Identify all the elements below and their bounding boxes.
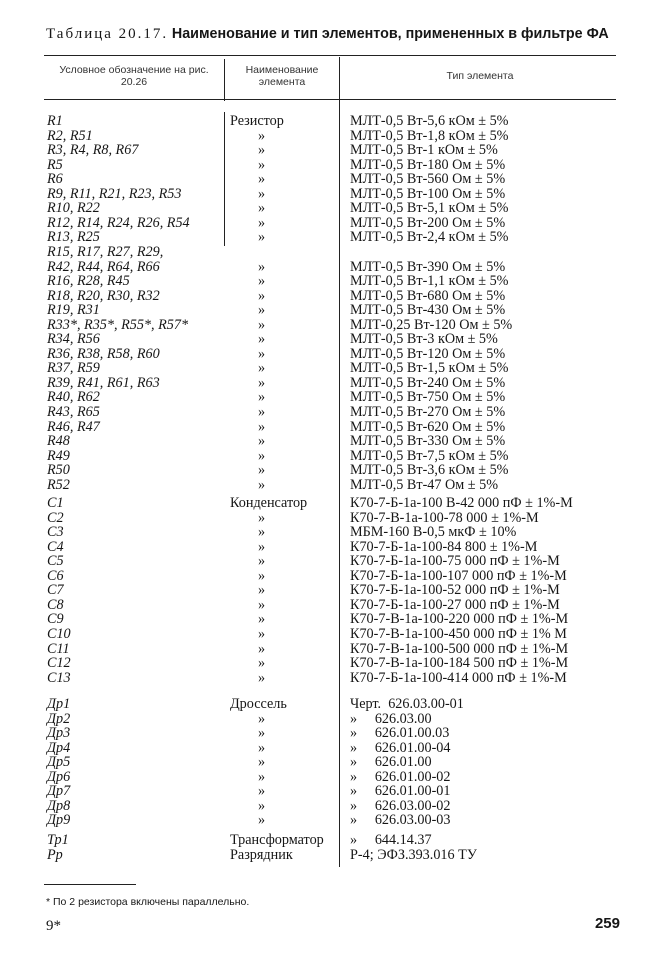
element-name-cell: » (258, 768, 266, 785)
designation-cell: R19, R31 (47, 302, 100, 319)
element-name-cell: Резистор (230, 113, 284, 129)
element-type-cell: МЛТ-0,5 Вт-120 Ом ± 5% (350, 345, 506, 362)
header-divider-1 (224, 59, 225, 101)
designation-cell: C11 (47, 640, 70, 657)
element-type-cell: МЛТ-0,5 Вт-1 кОм ± 5% (350, 142, 498, 159)
element-type-cell: К70-7-В-1а-100-184 500 пФ ± 1%-М (350, 655, 569, 672)
element-name-cell: » (258, 185, 266, 202)
element-type-cell: МЛТ-0,5 Вт-1,8 кОм ± 5% (350, 127, 509, 144)
element-type-cell: К70-7-В-1а-100-220 000 пФ ± 1%-М (350, 611, 569, 628)
element-name-cell: » (258, 476, 266, 493)
designation-cell: R34, R56 (47, 331, 100, 348)
element-name-cell: » (258, 433, 266, 450)
designation-cell: C6 (47, 567, 64, 584)
footnote-rule (44, 884, 136, 885)
page-number: 259 (594, 915, 620, 932)
element-name-cell: Трансформатор (230, 832, 324, 848)
element-name-cell: » (258, 538, 266, 555)
designation-cell: R16, R28, R45 (47, 273, 130, 290)
element-type-cell: » 626.01.00-02 (350, 768, 451, 785)
designation-cell: R15, R17, R27, R29, (47, 243, 164, 260)
element-name-cell: » (258, 509, 266, 526)
element-type-cell: МЛТ-0,5 Вт-1,5 кОм ± 5% (350, 360, 509, 377)
designation-cell: C13 (47, 669, 71, 686)
element-type-cell: МЛТ-0,5 Вт-240 Ом ± 5% (350, 374, 506, 391)
column-divider-2 (339, 57, 340, 867)
element-type-cell: » 626.01.00.03 (350, 725, 450, 742)
element-type-cell: МЛТ-0,5 Вт-3 кОм ± 5% (350, 331, 498, 348)
element-name-cell: » (258, 640, 266, 657)
designation-cell: Др9 (47, 812, 71, 829)
element-name-cell: » (258, 229, 266, 246)
signature-mark: 9* (46, 918, 61, 934)
element-name-cell: » (258, 447, 266, 464)
element-name-cell: » (258, 200, 266, 217)
element-type-cell: » 626.01.00-04 (350, 739, 451, 756)
element-type-cell: К70-7-В-1а-100-450 000 пФ ± 1% М (350, 625, 567, 642)
element-name-cell: » (258, 258, 266, 275)
designation-cell: R37, R59 (47, 360, 100, 377)
element-type-cell: К70-7-В-1а-100-78 000 ± 1%-М (350, 509, 539, 526)
designation-cell: R3, R4, R8, R67 (47, 142, 139, 159)
element-type-cell: » 626.03.00 (350, 710, 432, 727)
designation-cell: R13, R25 (47, 229, 100, 246)
designation-cell: Др1 (47, 696, 71, 712)
designation-cell: C2 (47, 509, 64, 526)
table-title (46, 26, 609, 43)
element-type-cell: МЛТ-0,5 Вт-100 Ом ± 5% (350, 185, 506, 202)
designation-cell: R48 (47, 433, 70, 450)
designation-cell: C9 (47, 611, 64, 628)
element-type-cell: К70-7-Б-1а-100 В-42 000 пФ ± 1%-М (350, 495, 573, 511)
designation-cell: R10, R22 (47, 200, 100, 217)
element-type-cell: К70-7-Б-1а-100-27 000 пФ ± 1%-М (350, 596, 560, 613)
designation-cell: Др5 (47, 754, 71, 771)
element-type-cell: МЛТ-0,5 Вт-180 Ом ± 5% (350, 156, 506, 173)
element-name-cell: » (258, 462, 266, 479)
element-name-cell: » (258, 797, 266, 814)
element-name-cell: » (258, 739, 266, 756)
element-name-cell: » (258, 611, 266, 628)
footnote: * По 2 резистора включены параллельно. (46, 896, 250, 908)
element-type-cell: МЛТ-0,5 Вт-430 Ом ± 5% (350, 302, 506, 319)
element-type-cell: МЛТ-0,5 Вт-2,4 кОм ± 5% (350, 229, 509, 246)
element-name-cell: » (258, 655, 266, 672)
element-name-cell: » (258, 156, 266, 173)
element-type-cell: Черт. 626.03.00-01 (350, 696, 464, 712)
designation-cell: Тр1 (47, 832, 69, 848)
element-type-cell: » 626.03.00-02 (350, 797, 451, 814)
element-name-cell: » (258, 812, 266, 829)
designation-cell: R40, R62 (47, 389, 100, 406)
designation-cell: C3 (47, 524, 64, 541)
designation-cell: Др7 (47, 783, 71, 800)
element-type-cell: МБМ-160 В-0,5 мкФ ± 10% (350, 524, 517, 541)
element-type-cell: МЛТ-0,5 Вт-47 Ом ± 5% (350, 476, 499, 493)
element-type-cell: МЛТ-0,5 Вт-560 Ом ± 5% (350, 171, 506, 188)
element-type-cell: МЛТ-0,5 Вт-390 Ом ± 5% (350, 258, 506, 275)
header-top-rule (44, 55, 616, 56)
element-type-cell: К70-7-Б-1а-100-107 000 пФ ± 1%-М (350, 567, 567, 584)
element-type-cell: К70-7-Б-1а-100-84 800 ± 1%-М (350, 538, 538, 555)
designation-cell: R12, R14, R24, R26, R54 (47, 214, 190, 231)
element-name-cell: » (258, 596, 266, 613)
element-name-cell: Дроссель (230, 696, 287, 712)
designation-cell: C1 (47, 495, 64, 511)
designation-cell: Др2 (47, 710, 71, 727)
element-name-cell: » (258, 302, 266, 319)
element-name-cell: Разрядник (230, 847, 293, 863)
element-name-cell: » (258, 553, 266, 570)
designation-cell: R36, R38, R58, R60 (47, 345, 160, 362)
designation-cell: R2, R51 (47, 127, 93, 144)
element-name-cell: » (258, 725, 266, 742)
element-name-cell: » (258, 625, 266, 642)
element-name-cell: » (258, 754, 266, 771)
element-type-cell: К70-7-Б-1а-100-52 000 пФ ± 1%-М (350, 582, 560, 599)
element-type-cell: К70-7-Б-1а-100-75 000 пФ ± 1%-М (350, 553, 560, 570)
element-name-cell: » (258, 171, 266, 188)
designation-cell: C7 (47, 582, 64, 599)
element-type-cell: МЛТ-0,5 Вт-7,5 кОм ± 5% (350, 447, 509, 464)
designation-cell: R5 (47, 156, 63, 173)
element-type-cell: МЛТ-0,5 Вт-620 Ом ± 5% (350, 418, 506, 435)
element-name-cell: » (258, 567, 266, 584)
designation-cell: R33*, R35*, R55*, R57* (47, 316, 189, 333)
element-type-cell: К70-7-Б-1а-100-414 000 пФ ± 1%-М (350, 669, 567, 686)
designation-cell: R18, R20, R30, R32 (47, 287, 160, 304)
header-element-name: Наименование элемента (245, 64, 319, 88)
designation-cell: C12 (47, 655, 71, 672)
element-name-cell: » (258, 287, 266, 304)
element-type-cell: МЛТ-0,5 Вт-680 Ом ± 5% (350, 287, 506, 304)
element-name-cell: » (258, 669, 266, 686)
element-name-cell: » (258, 316, 266, 333)
element-name-cell: » (258, 142, 266, 159)
column-divider-1 (224, 112, 225, 246)
element-type-cell: Р-4; ЭФЗ.393.016 ТУ (350, 847, 477, 863)
designation-cell: R52 (47, 476, 70, 493)
table-number: Таблица 20.17. (46, 26, 169, 42)
element-name-cell: » (258, 214, 266, 231)
element-type-cell: МЛТ-0,5 Вт-270 Ом ± 5% (350, 404, 506, 420)
element-name-cell: » (258, 404, 266, 420)
designation-cell: C8 (47, 596, 64, 613)
element-type-cell: » 644.14.37 (350, 832, 432, 848)
element-type-cell: МЛТ-0,5 Вт-1,1 кОм ± 5% (350, 273, 509, 290)
designation-cell: R9, R11, R21, R23, R53 (47, 185, 182, 202)
designation-cell: Др6 (47, 768, 71, 785)
designation-cell: C4 (47, 538, 64, 555)
element-name-cell: » (258, 374, 266, 391)
element-type-cell: МЛТ-0,5 Вт-5,6 кОм ± 5% (350, 113, 509, 129)
designation-cell: Др4 (47, 739, 71, 756)
element-type-cell: МЛТ-0,5 Вт-330 Ом ± 5% (350, 433, 506, 450)
element-name-cell: » (258, 524, 266, 541)
designation-cell: R46, R47 (47, 418, 100, 435)
element-type-cell: К70-7-В-1а-100-500 000 пФ ± 1%-М (350, 640, 569, 657)
element-type-cell: МЛТ-0,5 Вт-750 Ом ± 5% (350, 389, 506, 406)
element-name-cell: » (258, 418, 266, 435)
element-name-cell: » (258, 127, 266, 144)
element-name-cell: » (258, 389, 266, 406)
header-designation: Условное обозначение на рис. 20.26 (59, 64, 209, 88)
designation-cell: Др3 (47, 725, 71, 742)
header-element-type: Тип элемента (446, 70, 514, 82)
element-name-cell: » (258, 783, 266, 800)
designation-cell: R39, R41, R61, R63 (47, 374, 160, 391)
designation-cell: R6 (47, 171, 63, 188)
element-name-cell: » (258, 331, 266, 348)
designation-cell: R42, R44, R64, R66 (47, 258, 160, 275)
element-type-cell: МЛТ-0,25 Вт-120 Ом ± 5% (350, 316, 513, 333)
designation-cell: R1 (47, 113, 63, 129)
element-type-cell: » 626.03.00-03 (350, 812, 451, 829)
element-type-cell: МЛТ-0,5 Вт-3,6 кОм ± 5% (350, 462, 509, 479)
element-name-cell: » (258, 273, 266, 290)
element-name-cell: Конденсатор (230, 495, 308, 511)
header-bottom-rule (44, 99, 616, 100)
designation-cell: Рр (47, 847, 63, 863)
designation-cell: Др8 (47, 797, 71, 814)
element-type-cell: МЛТ-0,5 Вт-5,1 кОм ± 5% (350, 200, 509, 217)
designation-cell: R49 (47, 447, 70, 464)
designation-cell: R43, R65 (47, 404, 100, 420)
element-type-cell: МЛТ-0,5 Вт-200 Ом ± 5% (350, 214, 506, 231)
element-name-cell: » (258, 710, 266, 727)
element-name-cell: » (258, 345, 266, 362)
element-name-cell: » (258, 582, 266, 599)
element-name-cell: » (258, 360, 266, 377)
designation-cell: R50 (47, 462, 70, 479)
element-type-cell: » 626.01.00-01 (350, 783, 451, 800)
designation-cell: C5 (47, 553, 64, 570)
table-caption: Наименование и тип элементов, примененных в фильтре ФА (171, 26, 609, 42)
element-type-cell: » 626.01.00 (350, 754, 432, 771)
designation-cell: C10 (47, 625, 71, 642)
